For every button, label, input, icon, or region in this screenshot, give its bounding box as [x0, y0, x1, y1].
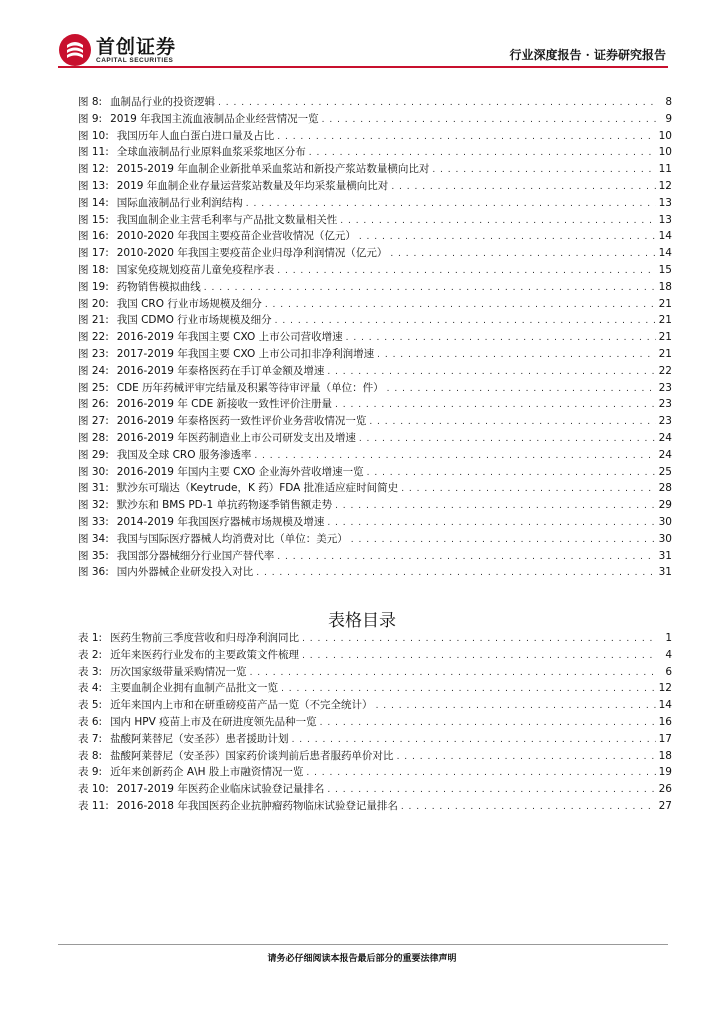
toc-entry-number: 表 5: [78, 699, 103, 712]
toc-entry-page[interactable]: 23 [658, 398, 672, 411]
toc-entry-page[interactable]: 12 [658, 179, 672, 192]
toc-entry-number: 表 4: [78, 682, 103, 695]
toc-entry[interactable] [78, 764, 672, 781]
toc-entry-number: 图 19: [78, 280, 109, 293]
toc-entry-page[interactable]: 23 [658, 415, 672, 428]
toc-entry[interactable] [78, 647, 672, 664]
toc-entry-number: 图 12: [78, 163, 109, 176]
toc-entry[interactable] [78, 212, 672, 229]
toc-entry-title[interactable]: 我国与国际医疗器械人均消费对比（单位：美元） [116, 532, 348, 545]
toc-entry[interactable] [78, 413, 672, 430]
toc-entry-page[interactable]: 27 [658, 799, 672, 812]
toc-entry[interactable] [78, 781, 672, 798]
toc-dot-leader [327, 515, 655, 532]
toc-entry-page[interactable]: 4 [665, 648, 672, 661]
toc-entry-title[interactable]: 2017-2019 年医药企业临床试验登记量排名 [116, 783, 325, 796]
toc-entry-title[interactable]: 盐酸阿莱替尼（安圣莎）患者援助计划 [110, 732, 289, 745]
toc-dot-leader [309, 145, 656, 162]
toc-entry-number: 图 31: [78, 482, 109, 495]
toc-entry-number: 图 27: [78, 415, 109, 428]
toc-entry-title[interactable]: 医药生物前三季度营收和归母净利润同比 [110, 632, 300, 644]
toc-entry-title[interactable]: 近年来国内上市和在研重磅疫苗产品一览（不完全统计） [110, 699, 373, 712]
toc-entry-number: 表 6: [78, 715, 103, 728]
toc-entry[interactable] [78, 228, 672, 245]
logo-english-name: CAPITAL SECURITIES [96, 57, 174, 64]
toc-entry-number: 表 10: [78, 783, 109, 796]
toc-entry[interactable] [78, 447, 672, 464]
table-toc-list [78, 630, 672, 815]
toc-entry[interactable] [78, 731, 672, 748]
toc-entry[interactable] [78, 464, 672, 481]
toc-entry-page[interactable]: 19 [658, 766, 672, 779]
toc-entry[interactable] [78, 714, 672, 731]
toc-entry-number: 图 22: [78, 331, 109, 344]
capital-securities-logo-icon [58, 33, 92, 67]
toc-dot-leader [335, 498, 656, 515]
toc-entry-number: 图 28: [78, 431, 109, 444]
toc-entry[interactable] [78, 680, 672, 697]
toc-entry-number: 图 17: [78, 247, 109, 260]
toc-entry-title[interactable]: 药物销售模拟曲线 [116, 280, 201, 293]
toc-dot-leader [277, 263, 655, 280]
toc-entry-title[interactable]: 2016-2018 年我国医药企业抗肿瘤药物临床试验登记量排名 [116, 799, 398, 812]
toc-dot-leader [391, 179, 655, 196]
toc-entry-title[interactable]: 我国及全球 CRO 服务渗透率 [116, 448, 252, 461]
toc-dot-leader [275, 313, 656, 330]
toc-entry-title[interactable]: 我国部分器械细分行业国产替代率 [116, 549, 275, 562]
toc-entry-number: 表 7: [78, 732, 103, 745]
toc-entry[interactable] [78, 329, 672, 346]
toc-entry[interactable] [78, 262, 672, 279]
toc-dot-leader [246, 196, 656, 213]
toc-entry-page[interactable]: 9 [665, 112, 672, 125]
toc-dot-leader [292, 732, 656, 749]
toc-entry-page[interactable]: 21 [658, 347, 672, 360]
toc-entry[interactable] [78, 380, 672, 397]
toc-entry-page[interactable]: 16 [658, 715, 672, 728]
toc-dot-leader [254, 448, 655, 465]
toc-entry-number: 图 9: [78, 112, 103, 125]
toc-entry-title[interactable]: 2016-2019 年我国主要 CXO 上市公司营收增速 [116, 331, 343, 344]
toc-dot-leader [359, 431, 656, 448]
toc-entry-title[interactable]: CDE 历年药械评审完结量及积累等待审评量（单位：件） [116, 381, 384, 394]
header-divider [58, 66, 668, 68]
toc-entry-number: 表 11: [78, 799, 109, 812]
toc-entry[interactable] [78, 178, 672, 195]
toc-dot-leader [390, 246, 655, 263]
toc-entry-page[interactable]: 30 [658, 515, 672, 528]
toc-entry[interactable] [78, 697, 672, 714]
toc-entry[interactable] [78, 144, 672, 161]
toc-entry[interactable] [78, 748, 672, 765]
footer-divider [58, 944, 668, 945]
toc-entry[interactable] [78, 363, 672, 380]
legal-disclaimer-footer: 请务必仔细阅读本报告最后部分的重要法律声明 [267, 954, 457, 964]
toc-entry-page[interactable]: 22 [658, 364, 672, 377]
toc-entry-page[interactable]: 31 [658, 566, 672, 579]
toc-entry-page[interactable]: 23 [658, 381, 672, 394]
toc-entry-number: 图 33: [78, 515, 109, 528]
toc-entry-page[interactable]: 18 [658, 280, 672, 293]
toc-entry[interactable] [78, 396, 672, 413]
toc-entry-title[interactable]: 2019 年我国主流血液制品企业经营情况一览 [110, 112, 319, 125]
toc-entry[interactable] [78, 279, 672, 296]
toc-entry-number: 图 24: [78, 364, 109, 377]
toc-dot-leader [327, 364, 655, 381]
toc-entry-page[interactable]: 31 [658, 549, 672, 562]
toc-entry[interactable] [78, 346, 672, 363]
toc-entry[interactable] [78, 798, 672, 815]
toc-entry-page[interactable]: 11 [658, 163, 672, 176]
toc-entry-title[interactable]: 国家免疫规划疫苗儿童免疫程序表 [116, 263, 275, 276]
toc-entry-title[interactable]: 2010-2020 年我国主要疫苗企业营收情况（亿元） [116, 230, 356, 243]
report-type-label: 行业深度报告 · 证券研究报告 [509, 48, 666, 62]
toc-entry-page[interactable]: 1 [665, 632, 672, 644]
toc-entry-number: 图 11: [78, 146, 109, 159]
toc-entry[interactable] [78, 312, 672, 329]
toc-entry-page[interactable]: 14 [658, 247, 672, 260]
toc-dot-leader [327, 782, 655, 799]
toc-entry-page[interactable]: 8 [665, 96, 672, 108]
toc-entry-title[interactable]: 我国 CDMO 行业市场规模及细分 [116, 314, 272, 327]
toc-entry-title[interactable]: 国内 HPV 疫苗上市及在研进度领先品种一览 [110, 715, 317, 728]
toc-entry[interactable] [78, 480, 672, 497]
logo-chinese-name: 首创证券 [96, 36, 177, 58]
toc-entry[interactable] [78, 514, 672, 531]
toc-entry-title[interactable]: 历次国家级带量采购情况一览 [110, 665, 247, 678]
toc-entry-number: 图 14: [78, 196, 109, 209]
toc-dot-leader [320, 715, 656, 732]
toc-entry-title[interactable]: 2016-2019 年国内主要 CXO 企业海外营收增速一览 [116, 465, 364, 478]
toc-entry[interactable] [78, 664, 672, 681]
toc-dot-leader [387, 381, 656, 398]
toc-entry[interactable] [78, 161, 672, 178]
toc-entry-page[interactable]: 29 [658, 499, 672, 512]
toc-entry-number: 图 18: [78, 263, 109, 276]
toc-entry-title[interactable]: 2015-2019 年血制企业新批单采血浆站和新投产浆站数量横向比对 [116, 163, 430, 176]
toc-entry-number: 图 13: [78, 179, 109, 192]
toc-dot-leader [397, 749, 656, 766]
toc-entry-title[interactable]: 默沙东和 BMS PD-1 单抗药物逐季销售额走势 [116, 499, 333, 512]
toc-dot-leader [377, 347, 656, 364]
toc-entry-number: 图 15: [78, 213, 109, 226]
toc-dot-leader [306, 765, 655, 782]
toc-entry-number: 图 20: [78, 297, 109, 310]
toc-entry[interactable] [78, 128, 672, 145]
toc-dot-leader [277, 549, 655, 566]
toc-entry[interactable] [78, 430, 672, 447]
toc-entry-number: 表 3: [78, 665, 103, 678]
toc-entry-number: 表 9: [78, 766, 103, 779]
toc-entry-page[interactable]: 14 [658, 230, 672, 243]
toc-entry-page[interactable]: 12 [658, 682, 672, 695]
toc-entry-number: 图 34: [78, 532, 109, 545]
toc-entry-page[interactable]: 24 [658, 431, 672, 444]
toc-entry-title[interactable]: 2014-2019 年我国医疗器械市场规模及增速 [116, 515, 325, 528]
toc-entry-title[interactable]: 2010-2020 年我国主要疫苗企业归母净利润情况（亿元） [116, 247, 388, 260]
toc-entry-page[interactable]: 18 [658, 749, 672, 762]
toc-entry-page[interactable]: 17 [658, 732, 672, 745]
toc-entry[interactable] [78, 94, 672, 111]
toc-entry-number: 图 16: [78, 230, 109, 243]
toc-entry-page[interactable]: 25 [658, 465, 672, 478]
toc-entry-title[interactable]: 近年来创新药企 A\H 股上市融资情况一览 [110, 766, 304, 779]
toc-entry-number: 图 26: [78, 398, 109, 411]
toc-dot-leader [218, 95, 657, 112]
toc-dot-leader [322, 112, 657, 129]
toc-entry[interactable] [78, 497, 672, 514]
toc-entry[interactable] [78, 195, 672, 212]
toc-entry-page[interactable]: 10 [658, 146, 672, 159]
toc-dot-leader [302, 648, 657, 665]
toc-dot-leader [204, 280, 656, 297]
toc-dot-leader [432, 162, 655, 179]
page-header [0, 0, 724, 72]
toc-entry[interactable] [78, 564, 672, 581]
toc-dot-leader [401, 481, 655, 498]
toc-dot-leader [277, 129, 655, 146]
toc-entry-page[interactable]: 13 [658, 196, 672, 209]
toc-entry-number: 表 1: [78, 632, 103, 644]
toc-dot-leader [340, 213, 655, 230]
toc-entry-number: 图 25: [78, 381, 109, 394]
toc-entry-page[interactable]: 14 [658, 699, 672, 712]
toc-dot-leader [351, 532, 656, 549]
toc-entry-page[interactable]: 28 [658, 482, 672, 495]
toc-dot-leader [346, 330, 656, 347]
toc-dot-leader [401, 799, 656, 816]
toc-entry-title[interactable]: 全球血液制品行业原料血浆采浆地区分布 [116, 146, 306, 159]
toc-entry-title[interactable]: 2016-2019 年医药制造业上市公司研发支出及增速 [116, 431, 356, 444]
toc-entry-title[interactable]: 2016-2019 年 CDE 新接收一致性评价注册量 [116, 398, 333, 411]
toc-entry[interactable] [78, 111, 672, 128]
toc-entry-title[interactable]: 近年来医药行业发布的主要政策文件梳理 [110, 648, 300, 661]
toc-entry-number: 表 8: [78, 749, 103, 762]
toc-entry-title[interactable]: 2016-2019 年泰格医药一致性评价业务营收情况一览 [116, 415, 367, 428]
toc-entry-page[interactable]: 21 [658, 297, 672, 310]
toc-entry-page[interactable]: 6 [665, 665, 672, 678]
toc-entry-number: 图 8: [78, 96, 103, 108]
toc-entry-title[interactable]: 国际血液制品行业利润结构 [116, 196, 243, 209]
toc-entry-title[interactable]: 我国血制企业主营毛利率与产品批文数量相关性 [116, 213, 338, 226]
toc-entry-page[interactable]: 10 [658, 129, 672, 142]
toc-entry-title[interactable]: 盐酸阿莱替尼（安圣莎）国家药价谈判前后患者服药单价对比 [110, 749, 394, 762]
toc-entry-number: 图 29: [78, 448, 109, 461]
toc-dot-leader [281, 681, 656, 698]
figure-toc-list [78, 94, 672, 581]
toc-entry-number: 图 21: [78, 314, 109, 327]
toc-dot-leader [367, 465, 656, 482]
toc-dot-leader [359, 229, 656, 246]
toc-dot-leader [265, 297, 656, 314]
toc-entry-number: 图 23: [78, 347, 109, 360]
toc-entry-number: 图 30: [78, 465, 109, 478]
toc-entry-page[interactable]: 21 [658, 331, 672, 344]
toc-entry-number: 图 32: [78, 499, 109, 512]
toc-entry-title[interactable]: 2017-2019 年我国主要 CXO 上市公司扣非净利润增速 [116, 347, 375, 360]
toc-dot-leader [369, 414, 655, 431]
toc-entry-number: 图 36: [78, 566, 109, 579]
toc-entry-page[interactable]: 24 [658, 448, 672, 461]
toc-entry-page[interactable]: 30 [658, 532, 672, 545]
toc-dot-leader [335, 397, 656, 414]
toc-entry-number: 表 2: [78, 648, 103, 661]
toc-entry-page[interactable]: 15 [658, 263, 672, 276]
toc-entry[interactable] [78, 630, 672, 647]
toc-entry-title[interactable]: 2016-2019 年泰格医药在手订单金额及增速 [116, 364, 325, 377]
toc-dot-leader [302, 631, 657, 648]
toc-entry-title[interactable]: 主要血制企业拥有血制产品批文一览 [110, 682, 279, 695]
toc-dot-leader [250, 665, 657, 682]
toc-dot-leader [376, 698, 656, 715]
table-toc-heading: 表格目录 [328, 611, 396, 631]
toc-entry[interactable] [78, 548, 672, 565]
toc-entry-number: 图 35: [78, 549, 109, 562]
toc-entry-page[interactable]: 21 [658, 314, 672, 327]
toc-entry-page[interactable]: 13 [658, 213, 672, 226]
toc-entry-page[interactable]: 26 [658, 783, 672, 796]
toc-entry-title[interactable]: 2019 年血制企业存量运营浆站数量及年均采浆量横向比对 [116, 179, 389, 192]
toc-entry-title[interactable]: 我国 CRO 行业市场规模及细分 [116, 297, 262, 310]
toc-entry-title[interactable]: 血制品行业的投资逻辑 [110, 96, 216, 108]
toc-entry[interactable] [78, 296, 672, 313]
toc-entry[interactable] [78, 245, 672, 262]
toc-entry-title[interactable]: 默沙东可瑞达（Keytrude，K 药）FDA 批准适应症时间简史 [116, 482, 399, 495]
toc-entry[interactable] [78, 531, 672, 548]
toc-entry-title[interactable]: 我国历年人血白蛋白进口量及占比 [116, 129, 275, 142]
toc-entry-title[interactable]: 国内外器械企业研发投入对比 [116, 566, 254, 579]
toc-entry-number: 图 10: [78, 129, 109, 142]
toc-dot-leader [256, 565, 655, 582]
